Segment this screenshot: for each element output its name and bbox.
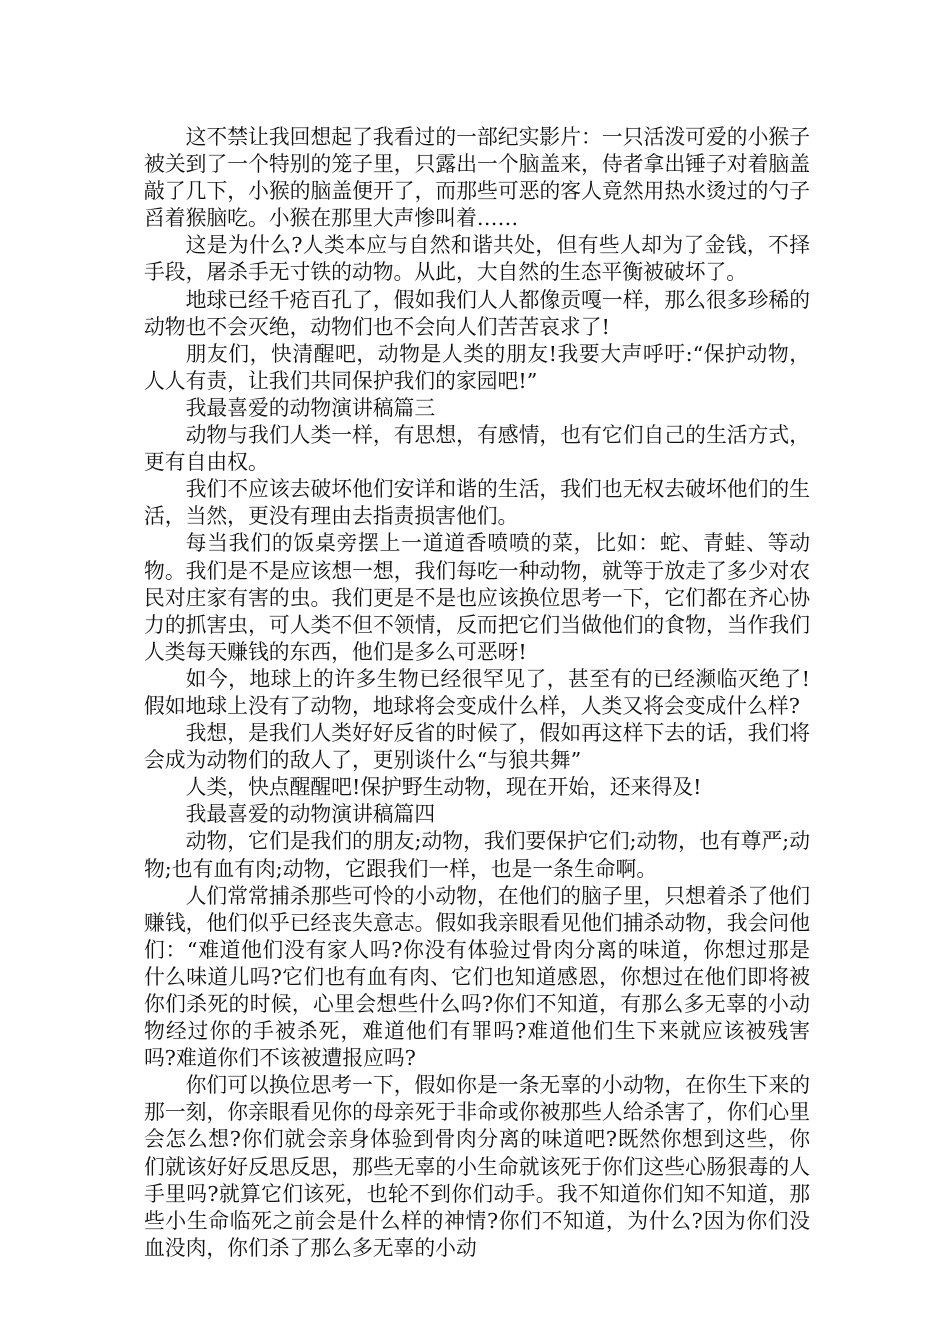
paragraph: 你们可以换位思考一下，假如你是一条无辜的小动物，在你生下来的那一刻，你亲眼看见你的母亲死于非命或你被那些人给杀害了，你们心里会怎么想?你们就会亲身体验到骨肉分离的味道吧?既然你想到这些，你们就该好好反思反思，那些无辜的小生命就该死于你们这些心肠狠毒的人手里吗?就算它们该死，也轮不到你们动手。我不知道你们知不知道，那些小生命临死之前会是什么样的神情?你们不知道，为什么?因为你们没血没肉，你们杀了那么多无辜的小动 [144, 1073, 810, 1260]
paragraph: 这是为什么?人类本应与自然和谐共处，但有些人却为了金钱，不择手段，屠杀手无寸铁的动物。从此，大自然的生态平衡被破坏了。 [144, 233, 810, 285]
section-heading: 我最喜爱的动物演讲稿篇三 [185, 395, 436, 420]
paragraph: 人们常常捕杀那些可怜的小动物，在他们的脑子里，只想着杀了他们赚钱，他们似乎已经丧失意志。假如我亲眼看见他们捕杀动物，我会问他们：“难道他们没有家人吗?你没有体验过骨肉分离的味道，你想过那是什么味道儿吗?它们也有血有肉、它们也知道感恩，你想过在他们即将被你们杀死的时候，心里会想些什么吗?你们不知道，有那么多无辜的小动物经过你的手被杀死，难道他们有罪吗?难道他们生下来就应该被残害吗?难道你们不该被遭报应吗? [144, 883, 810, 1071]
paragraph: 我想，是我们人类好好反省的时候了，假如再这样下去的话，我们将会成为动物们的敌人了，更别谈什么“与狼共舞” [144, 721, 810, 773]
paragraph: 如今，地球上的许多生物已经很罕见了，甚至有的已经濒临灭绝了!假如地球上没有了动物，地球将会变成什么样，人类又将会变成什么样? [144, 666, 810, 718]
paragraph: 地球已经千疮百孔了，假如我们人人都像贡嘎一样，那么很多珍稀的动物也不会灭绝，动物们也不会向人们苦苦哀求了! [144, 287, 810, 339]
paragraph: 每当我们的饭桌旁摆上一道道香喷喷的菜，比如：蛇、青蛙、等动物。我们是不是应该想一想，我们每吃一种动物，就等于放走了多少对农民对庄家有害的虫。我们更是不是也应该换位思考一下，它们都在齐心协力的抓害虫，可人类不但不领情，反而把它们当做他们的食物，当作我们人类每天赚钱的东西，他们是多么可恶呀! [144, 531, 810, 664]
section-heading: 我最喜爱的动物演讲稿篇四 [185, 802, 436, 827]
paragraph: 我们不应该去破坏他们安详和谐的生活，我们也无权去破坏他们的生活，当然，更没有理由去指责损害他们。 [144, 477, 810, 529]
paragraph: 动物与我们人类一样，有思想，有感情，也有它们自己的生活方式，更有自由权。 [144, 423, 810, 475]
paragraph: 这不禁让我回想起了我看过的一部纪实影片：一只活泼可爱的小猴子被关到了一个特别的笼子里，只露出一个脑盖来，侍者拿出锤子对着脑盖敲了几下，小猴的脑盖便开了，而那些可恶的客人竟然用热水烫过的勺子舀着猴脑吃。小猴在那里大声惨叫着…… [144, 125, 810, 231]
paragraph: 朋友们，快清醒吧，动物是人类的朋友!我要大声呼吁:“保护动物，人人有责，让我们共同保护我们的家园吧!” [144, 341, 810, 393]
body-text [144, 124, 810, 1262]
paragraph: 动物，它们是我们的朋友;动物，我们要保护它们;动物，也有尊严;动物;也有血有肉;动物，它跟我们一样，也是一条生命啊。 [144, 829, 810, 881]
paragraph: 人类，快点醒醒吧!保护野生动物，现在开始，还来得及! [185, 775, 702, 800]
